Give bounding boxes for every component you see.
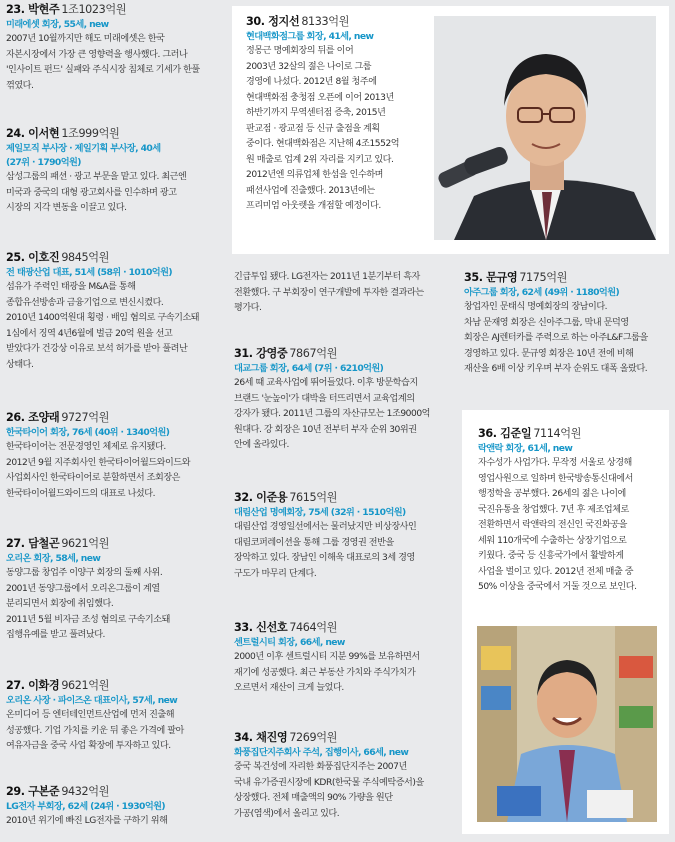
entry-body: 정몽근 명예회장의 뒤를 이어 2003년 32살의 젊은 나이로 그룹 경영에 나섰다. 2012년 8월 청주에 현대백화점 충청점 오픈에 이어 2013년 하반기까지 무역센터점 증축, 2015년 판교점 · 광교점 등 신규 출점을 계획 중이다. 현대백화점은 지난해 4조1552억 원 매출로 업계 2위 자리를 지키고 있다. 2012년엔 의류업체 한섬을 인수하며 패션사업에 진출했다. 2013년에는 프리미엄 아웃렛을 개점할 예정이다.: [246, 46, 400, 211]
entry-body: 26세 때 교육사업에 뛰어들었다. 이후 방문학습지 브랜드 '눈높이'가 대박을 터뜨리면서 교육업계의 강자가 됐다. 2011년 그룹의 자산규모는 1조9000억 원대다. 강 회장은 10년 전부터 부자 순위 30위권 안에 올라있다.: [234, 378, 431, 450]
entry-25: [0, 250, 224, 373]
entry-36: [448, 426, 675, 596]
entry-body: 한국타이어는 전문경영인 체제로 유지됐다. 2012년 9월 지주회사인 한국타이어월드와이드와 사업회사인 한국타이어로 분할하면서 조회장은 한국타이어월드와이드의 대표로 나섰다.: [6, 442, 191, 499]
portrait-illustration: [477, 626, 657, 822]
entry-body: 동양그룹 창업주 이양구 회장의 둘째 사위. 2001년 동양그룹에서 오리온그룹이 계열 분리되면서 회장에 취임했다. 2011년 5월 비자금 조성 혐의로 구속기소돼 집행유예를 받고 풀려났다.: [6, 568, 170, 640]
entry-heading: 26. 조양래 9727억원: [6, 411, 110, 424]
entry-title: 전 태광산업 대표, 51세 (58위 · 1010억원): [6, 267, 172, 278]
entry-title: 현대백화점그룹 회장, 41세, new: [246, 31, 374, 42]
entry-heading: 34. 채진영 7269억원: [234, 731, 338, 744]
entry-heading: 27. 담철곤 9621억원: [6, 537, 110, 550]
entry-body: 중국 복건성에 자리한 화풍집단지주는 2007년 국내 유가증권시장에 KDR(한국물 주식예탁증서)을 상장했다. 전체 매출액의 90% 가량을 원단 가공(염색)에서 올리고 있다.: [234, 762, 424, 819]
entry-body: 온미디어 등 엔터테인먼트산업에 먼저 진출해 성공했다. 기업 가치를 키운 뒤 좋은 가격에 팔아 여유자금을 중국 사업 확장에 투자하고 있다.: [6, 710, 184, 751]
entry-heading: 30. 정지선 8133억원: [246, 15, 350, 28]
entry-heading: 33. 신선호 7464억원: [234, 621, 338, 634]
portrait-photo-kim-junil: [477, 626, 657, 822]
entry-title: 한국타이어 회장, 76세 (40위 · 1340억원): [6, 427, 170, 438]
entry-heading: 27. 이화경 9621억원: [6, 679, 110, 692]
entry-heading: 25. 이호진 9845억원: [6, 251, 110, 264]
entry-body: 삼성그룹의 패션 · 광고 부문을 맡고 있다. 최근엔 미국과 중국의 대형 광고회사를 인수하며 광고 시장의 지각 변동을 이끌고 있다.: [6, 172, 187, 213]
entry-body: 섬유가 주력인 태광을 M&A를 통해 종합유선방송과 금융기업으로 변신시켰다. 2010년 1400억원대 횡령 · 배임 혐의로 구속기소돼 1심에서 징역 4년6월에 벌금 20억 원을 선고 받았다가 건강상 이유로 보석 허가를 받아 풀려난 상태다.: [6, 282, 200, 370]
entry-body: 2000년 이후 센트럴시티 지분 99%를 보유하면서 재기에 성공했다. 최근 부동산 가치와 주식가치가 오르면서 재산이 크게 늘었다.: [234, 652, 420, 693]
entry-33: [224, 620, 448, 697]
entry-body: 긴급투입 됐다. LG전자는 2011년 1분기부터 흑자 전환했다. 구 부회장이 연구개발에 투자한 결과라는 평가다.: [234, 272, 424, 313]
entry-24: [0, 126, 224, 217]
entry-title: 화풍집단지주회사 주석, 집행이사, 66세, new: [234, 747, 409, 758]
entry-title: 미래에셋 회장, 55세, new: [6, 19, 109, 30]
entry-23: [0, 2, 224, 94]
entry-29: [0, 784, 224, 830]
entry-heading: 24. 이서현 1조999억원: [6, 127, 120, 140]
entry-35: [448, 270, 675, 378]
entry-title: 오리온 회장, 58세, new: [6, 553, 101, 564]
portrait-photo-jung-jisun: [434, 16, 656, 240]
entry-title: 락앤락 회장, 61세, new: [478, 443, 573, 454]
entry-title: 오리온 사장 · 파이즈온 대표이사, 57세, new: [6, 695, 178, 706]
entry-30: [224, 14, 439, 215]
entry-title: 센트럴시티 회장, 66세, new: [234, 637, 345, 648]
entry-heading: 23. 박현주 1조1023억원: [6, 3, 127, 16]
entry-27b: [0, 678, 224, 755]
entry-34: [224, 730, 448, 822]
portrait-illustration: [434, 16, 656, 240]
entry-heading: 31. 강영중 7867억원: [234, 347, 338, 360]
entry-body: 대림산업 경영일선에서는 물러났지만 비상장사인 대림코퍼레이션을 통해 그룹 경영권 전반을 장악하고 있다. 장남인 이해욱 대표로의 3세 경영 구도가 마무리 단계다.: [234, 522, 417, 579]
entry-27a: [0, 536, 224, 644]
entry-title: 대교그룹 회장, 64세 (7위 · 6210억원): [234, 363, 384, 374]
entry-title: 제일모직 부사장 · 제일기획 부사장, 40세: [6, 143, 161, 154]
entry-title: 대림산업 명예회장, 75세 (32위 · 1510억원): [234, 507, 406, 518]
entry-body: 2007년 10월까지만 해도 미래에셋은 한국 자본시장에서 가장 큰 영향력을 행사했다. 그러나 '인사이트 펀드' 실패와 주식시장 침체로 기세가 한풀 꺾였다.: [6, 34, 200, 91]
entry-26: [0, 410, 224, 502]
entry-body: 자수성가 사업가다. 무작정 서울로 상경해 영업사원으로 일하며 한국방송통신대에서 행정학을 공부했다. 26세의 젊은 나이에 국진유통을 창업했다. 7년 후 제조업체로 전환하면서 락앤락의 전신인 국진화공을 세워 110개국에 수출하는 상장기업으로 키웠다. 중국 등 신흥국가에서 활발하게 사업을 벌이고 있다. 2012년 전체 매출 중 50% 이상을 중국에서 거둘 것으로 보인다.: [478, 458, 637, 592]
entry-29-continued: [224, 270, 448, 317]
entry-heading: 35. 문규영 7175억원: [464, 271, 568, 284]
entry-title-rank: (27위 · 1790억원): [6, 157, 81, 168]
entry-title: LG전자 부회장, 62세 (24위 · 1930억원): [6, 801, 165, 812]
entry-body: 2010년 위기에 빠진 LG전자를 구하기 위해: [6, 816, 168, 826]
entry-heading: 36. 김준일 7114억원: [478, 427, 582, 440]
entry-title: 아주그룹 회장, 62세 (49위 · 1180억원): [464, 287, 620, 298]
entry-32: [224, 490, 448, 582]
entry-body: 창업자인 문태식 명예회장의 장남이다. 차남 문재영 회장은 신아주그룹, 막내 문덕영 회장은 AJ렌터카를 주력으로 하는 아주L&F그룹을 경영하고 있다. 문규영 회장은 10년 전에 비해 재산을 6배 이상 키우며 부자 순위도 대폭 올랐다.: [464, 302, 648, 374]
entry-heading: 29. 구본준 9432억원: [6, 785, 110, 798]
entry-31: [224, 346, 448, 454]
entry-heading: 32. 이준용 7615억원: [234, 491, 338, 504]
